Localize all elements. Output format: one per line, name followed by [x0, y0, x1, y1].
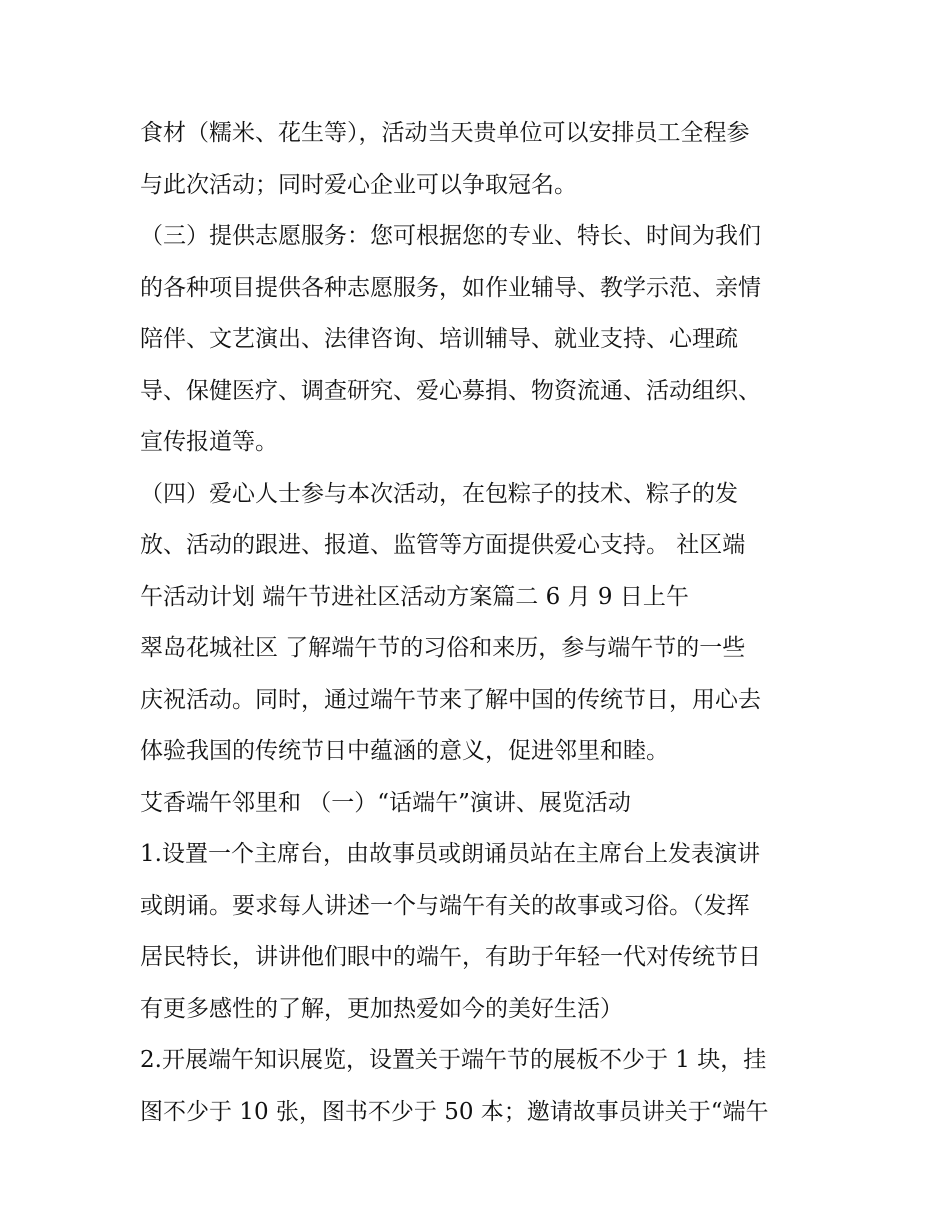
text-line: 宣传报道等。 — [140, 429, 278, 455]
text-line: 午活动计划 端午节进社区活动方案篇二 6 月 9 日上午 — [140, 583, 689, 610]
text-line: 居民特长，讲讲他们眼中的端午，有助于年轻一代对传统节日 — [140, 944, 761, 970]
text-line: 或朗诵。要求每人讲述一个与端午有关的故事或习俗。（发挥 — [140, 892, 750, 919]
text-line: 放、活动的跟进、报道、监管等方面提供爱心支持。 社区端 — [140, 532, 746, 558]
text-line: 庆祝活动。同时，通过端午节来了解中国的传统节日，用心去 — [140, 686, 761, 713]
text-line: 的各种项目提供各种志愿服务，如作业辅导、教学示范、亲情 — [140, 274, 761, 301]
text-line: 食材（糯米、花生等），活动当天贵单位可以安排员工全程参 — [140, 120, 750, 146]
text-line: 陪伴、文艺演出、法律咨询、培训辅导、就业支持、心理疏 — [140, 326, 738, 352]
text-line: 2.开展端午知识展览，设置关于端午节的展板不少于 1 块，挂 — [140, 1047, 767, 1073]
text-line: 艾香端午邻里和 （一）“话端午”演讲、展览活动 — [140, 789, 631, 816]
text-line: 有更多感性的了解，更加热爱如今的美好生活） — [140, 995, 623, 1022]
text-line: 导、保健医疗、调查研究、爱心募捐、物资流通、活动组织、 — [140, 377, 761, 404]
text-line: （三）提供志愿服务：您可根据您的专业、特长、时间为我们 — [140, 223, 761, 249]
text-line: 与此次活动；同时爱心企业可以争取冠名。 — [140, 171, 577, 198]
text-line: 翠岛花城社区 了解端午节的习俗和来历，参与端午节的一些 — [140, 635, 746, 661]
document-body — [140, 108, 830, 1138]
text-line: 图不少于 10 张，图书不少于 50 本；邀请故事员讲关于“端午 — [140, 1098, 769, 1125]
text-line: 体验我国的传统节日中蕴涵的意义，促进邻里和睦。 — [140, 738, 669, 764]
text-line: 1.设置一个主席台，由故事员或朗诵员站在主席台上发表演讲 — [140, 841, 760, 867]
text-line: （四）爱心人士参与本次活动，在包粽子的技术、粽子的发 — [140, 480, 738, 507]
